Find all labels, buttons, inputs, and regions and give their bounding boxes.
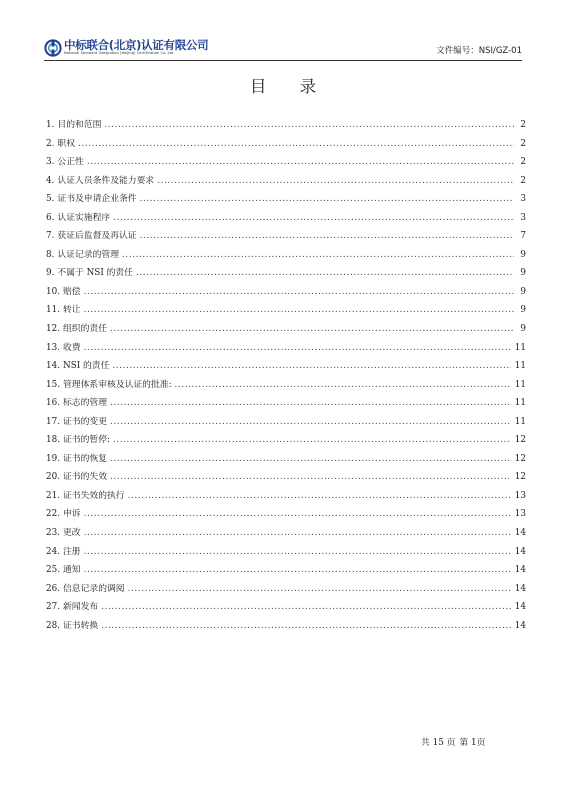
toc-entry-page: 14 [514,565,526,576]
toc-entry-title: 标志的管理 [63,398,107,409]
toc-leader-dots [112,357,510,376]
toc-entry-title: 证书的恢复 [63,453,107,464]
toc-entry-number: 5. [46,194,55,205]
toc-entry-number: 13. [46,342,60,353]
toc-entry-number: 2. [46,138,55,149]
toc-entry[interactable] [46,487,526,506]
toc-entry[interactable] [46,561,526,580]
toc-entry[interactable] [46,320,526,339]
page-footer [421,735,485,748]
toc-leader-dots [87,153,514,172]
toc-entry-page: 9 [520,305,526,316]
toc-entry-number: 27. [46,602,60,613]
toc-entry-number: 22. [46,509,60,520]
toc-entry-title: 获证后监督及再认证 [57,231,137,242]
toc-entry-number: 9. [46,268,55,279]
toc-entry[interactable] [46,246,526,265]
toc-entry-page: 9 [520,268,526,279]
toc-entry-number: 6. [46,212,55,223]
toc-entry-title: 认证记录的管理 [57,249,119,260]
toc-entry[interactable] [46,301,526,320]
toc-entry-title: 目的和范围 [57,120,102,130]
toc-leader-dots [104,116,514,135]
toc-entry[interactable] [46,376,526,395]
toc-leader-dots [84,339,511,358]
toc-entry-page: 14 [514,528,526,539]
toc-entry-number: 18. [46,435,60,446]
toc-leader-dots [110,450,511,469]
toc-entry-page: 12 [514,472,526,483]
toc-entry-title: 证书的暂停: [63,435,110,446]
toc-entry[interactable] [46,339,526,358]
toc-entry[interactable] [46,357,526,376]
current-page: 第 1页 [459,738,486,748]
toc-entry-title: 证书的失效 [63,472,107,483]
toc-leader-dots [157,172,514,191]
toc-entry-title: 信息记录的调阅 [63,583,125,594]
toc-entry-number: 15. [46,379,60,390]
toc-entry-page: 13 [514,509,526,520]
toc-entry-number: 21. [46,490,60,501]
toc-entry[interactable] [46,227,526,246]
toc-entry-number: 10. [46,286,60,297]
toc-leader-dots [113,431,511,450]
toc-entry-title: 更改 [63,528,81,539]
toc-entry-page: 11 [514,398,526,409]
toc-entry-title: NSI 的责任 [63,361,110,372]
company-logo [44,36,208,60]
toc-entry-number: 11. [46,305,60,316]
toc-entry-title: 通知 [63,565,81,576]
toc-entry-page: 12 [514,453,526,464]
toc-entry[interactable] [46,394,526,413]
toc-entry-title: 职权 [57,138,76,149]
toc-entry[interactable] [46,524,526,543]
toc-entry-title: 不属于 NSI 的责任 [57,268,133,279]
toc-entry-page: 14 [514,583,526,594]
toc-leader-dots [113,209,514,228]
toc-entry[interactable] [46,153,526,172]
page-title: 目 录 [249,77,331,96]
toc-entry-title: 证书转换 [63,620,99,631]
toc-entry-number: 16. [46,398,60,409]
toc-entry[interactable] [46,598,526,617]
toc-entry-number: 25. [46,565,60,576]
toc-entry-page: 2 [520,120,526,130]
toc-entry-page: 11 [514,379,526,390]
toc-leader-dots [128,580,511,599]
toc-entry-page: 9 [520,324,526,335]
toc-entry[interactable] [46,264,526,283]
toc-leader-dots [110,394,511,413]
toc-entry-number: 3. [46,157,55,168]
toc-entry-page: 3 [520,212,526,223]
toc-leader-dots [110,320,514,339]
toc-entry[interactable] [46,116,526,135]
document-number: 文件编号：NSI/GZ-01 [436,46,522,56]
toc-entry-number: 7. [46,231,55,242]
toc-entry[interactable] [46,468,526,487]
toc-entry[interactable] [46,580,526,599]
toc-entry[interactable] [46,190,526,209]
toc-entry-number: 19. [46,453,60,464]
company-name-en: National Standard Integration (Beijing) Certification Co.,Ltd [64,51,174,56]
toc-entry-page: 14 [514,546,526,557]
toc-leader-dots [101,598,511,617]
toc-entry-number: 28. [46,620,60,631]
toc-entry-title: 证书失效的执行 [63,490,125,501]
toc-leader-dots [84,543,511,562]
toc-leader-dots [175,376,511,395]
toc-entry-page: 7 [520,231,526,242]
toc-entry-title: 认证实施程序 [57,212,111,223]
toc-entry-title: 注册 [63,546,81,557]
toc-entry-title: 收费 [63,342,81,353]
toc-entry-number: 20. [46,472,60,483]
toc-leader-dots [136,264,514,283]
toc-leader-dots [84,524,511,543]
toc-entry-number: 14. [46,361,60,372]
toc-entry-number: 23. [46,528,60,539]
toc-leader-dots [128,487,511,506]
toc-entry-title: 赔偿 [63,286,81,297]
toc-entry-page: 2 [520,175,526,186]
toc-entry[interactable] [46,543,526,562]
toc-leader-dots [110,468,511,487]
toc-leader-dots [101,617,511,636]
toc-leader-dots [122,246,514,265]
toc-entry[interactable] [46,450,526,469]
total-pages: 共 15 页 [421,738,456,748]
toc-entry-page: 14 [514,602,526,613]
toc-entry-page: 11 [514,342,526,353]
company-logo-icon [44,39,62,57]
toc-entry[interactable] [46,431,526,450]
toc-entry-page: 11 [514,416,526,427]
toc-entry-title: 管理体系审核及认证的批准: [63,379,172,390]
toc-entry-page: 14 [514,620,526,631]
toc-entry-page: 9 [520,249,526,260]
page-header [44,36,522,60]
toc-entry[interactable] [46,505,526,524]
toc-entry-page: 12 [514,435,526,446]
toc-entry-title: 证书及申请企业条件 [57,194,137,205]
toc-leader-dots [78,135,514,154]
toc-entry-title: 转让 [63,305,81,316]
toc-leader-dots [140,227,514,246]
toc-leader-dots [84,561,511,580]
header-divider [44,60,522,61]
toc-entry-page: 2 [520,138,526,149]
toc-entry-number: 24. [46,546,60,557]
toc-entry-page: 2 [520,157,526,168]
table-of-contents [46,116,526,635]
toc-entry-number: 12. [46,324,60,335]
toc-entry[interactable] [46,413,526,432]
toc-leader-dots [84,505,511,524]
toc-entry-page: 9 [520,286,526,297]
toc-leader-dots [84,301,514,320]
toc-entry-title: 新闻发布 [63,602,99,613]
toc-entry-title: 组织的责任 [63,324,107,335]
toc-entry[interactable] [46,172,526,191]
toc-entry-number: 1. [46,120,55,130]
toc-leader-dots [84,283,514,302]
company-name-cn: 中标联合(北京)认证有限公司 [64,37,209,52]
toc-leader-dots [110,413,511,432]
toc-entry[interactable] [46,617,526,636]
toc-entry-number: 4. [46,175,55,186]
toc-leader-dots [140,190,514,209]
toc-entry-page: 11 [514,361,526,372]
toc-entry-number: 17. [46,416,60,427]
toc-entry-number: 8. [46,249,55,260]
toc-entry-title: 认证人员条件及能力要求 [57,175,155,186]
toc-entry-title: 申诉 [63,509,81,520]
toc-entry-title: 证书的变更 [63,416,107,427]
toc-entry[interactable] [46,283,526,302]
toc-entry[interactable] [46,135,526,154]
toc-entry-number: 26. [46,583,60,594]
toc-entry-page: 3 [520,194,526,205]
toc-entry-title: 公正性 [57,157,84,168]
toc-entry-page: 13 [514,490,526,501]
toc-entry[interactable] [46,209,526,228]
